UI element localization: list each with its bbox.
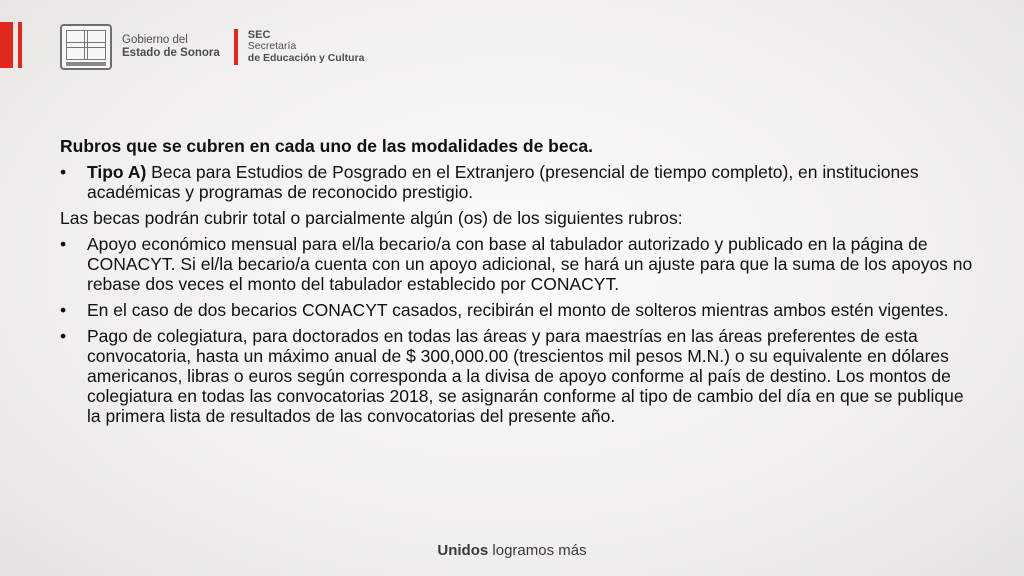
type-list: [60, 162, 980, 202]
sec-line2: Secretaría: [247, 40, 297, 53]
item-text: Pago de colegiatura, para doctorados en todas las áreas y para maestrías en las áreas preferentes de esta convocatoria, hasta un máximo anual de $ 300,000.00 (trescientos mil pesos M.N.) o su equivalente en dólares americanos, libras o euros según corresponda a la divisa de apoyo conforme al país de destino. Los montos de colegiatura en todas las convocatorias 2018, se asignarán conforme al tipo de cambio del día en que se publique la primera lista de resultados de las convocatorias del presente año.: [87, 326, 964, 426]
accent-bars: [0, 22, 22, 68]
list-item: [60, 162, 980, 202]
slogan-part1: Unidos: [437, 542, 489, 559]
item-text: Beca para Estudios de Posgrado en el Extranjero (presencial de tiempo completo), en instituciones académicas y programas de reconocido prestigio.: [87, 162, 919, 202]
slide-heading: Rubros que se cubren en cada uno de las modalidades de beca.: [60, 136, 593, 156]
bullet-icon: •: [60, 162, 67, 182]
accent-bar-thick: [0, 22, 13, 68]
sec-line3: de Educación y Cultura: [247, 51, 365, 64]
list-item: [60, 300, 980, 320]
intro-paragraph: Las becas podrán cubrir total o parcialmente algún (os) de los siguientes rubros:: [60, 208, 683, 228]
state-seal-icon: [60, 24, 112, 70]
sec-line1: SEC: [247, 28, 271, 41]
list-item: [60, 326, 980, 426]
slogan-part2: logramos más: [488, 542, 587, 559]
gov-line1: Gobierno del: [122, 34, 188, 46]
bullet-icon: •: [60, 326, 67, 346]
footer-slogan: [0, 542, 1024, 559]
item-bold-label: Tipo A): [87, 162, 147, 182]
header-divider: [234, 29, 238, 65]
slide-content: [60, 136, 980, 432]
header: [60, 22, 364, 72]
government-name: [122, 34, 220, 60]
secretariat-name: [248, 30, 365, 65]
gov-line2: Estado de Sonora: [122, 47, 220, 59]
rubros-list: [60, 234, 980, 426]
bullet-icon: •: [60, 234, 67, 254]
item-text: Apoyo económico mensual para el/la becario/a con base al tabulador autorizado y publicado en la página de CONACYT. Si el/la becario/a cuenta con un apoyo adicional, se hará un ajuste para que la suma de los apoyos no rebase dos veces el monto del tabulador establecido por CONACYT.: [87, 234, 973, 294]
bullet-icon: •: [60, 300, 67, 320]
accent-bar-thin: [18, 22, 22, 68]
list-item: [60, 234, 980, 294]
item-text: En el caso de dos becarios CONACYT casados, recibirán el monto de solteros mientras ambos estén vigentes.: [87, 300, 949, 320]
